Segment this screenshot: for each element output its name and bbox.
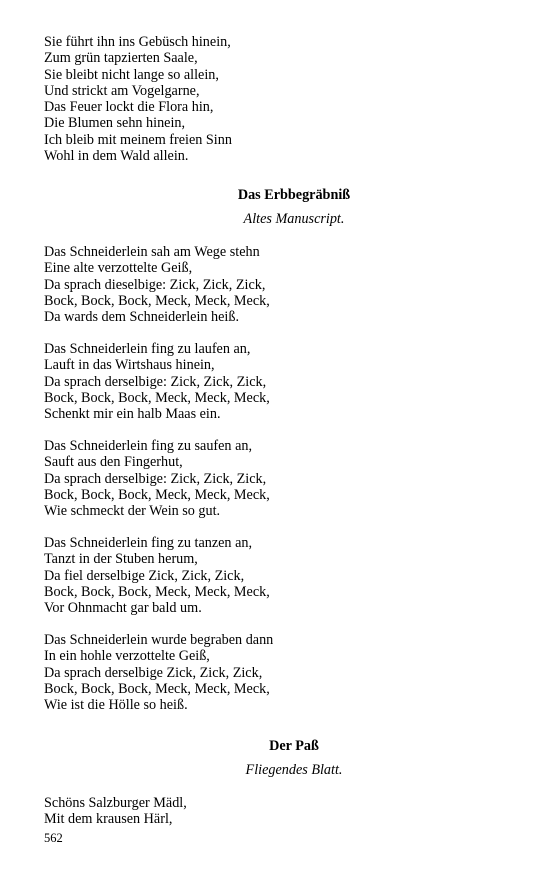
verse-line: Tanzt in der Stuben herum, (44, 551, 198, 568)
verse-line: Da sprach derselbige Zick, Zick, Zick, (44, 664, 263, 681)
verse-line: Sie führt ihn ins Gebüsch hinein, (44, 34, 231, 50)
stanza-5 (44, 632, 273, 713)
verse-line: Die Blumen sehn hinein, (44, 115, 186, 132)
verse-line: Da sprach dieselbige: Zick, Zick, Zick, (44, 276, 266, 293)
verse-line: Und strickt am Vogelgarne, (44, 82, 200, 99)
verse-line: Das Schneiderlein sah am Wege stehn (44, 244, 260, 260)
verse-line: Eine alte verzottelte Geiß, (44, 260, 193, 277)
intro-stanza (44, 34, 232, 164)
verse-line: Sie bleibt nicht lange so allein, (44, 66, 219, 83)
verse-line: Bock, Bock, Bock, Meck, Meck, Meck, (44, 389, 270, 406)
verse-line: Mit dem krausen Härl, (44, 811, 173, 828)
verse-line: Da sprach derselbige: Zick, Zick, Zick, (44, 470, 267, 487)
verse-line: Das Schneiderlein wurde begraben dann (44, 632, 274, 648)
verse-line: Zum grün tapzierten Saale, (44, 50, 198, 67)
verse-line: Wie ist die Hölle so heiß. (44, 697, 188, 713)
verse-line: Bock, Bock, Bock, Meck, Meck, Meck, (44, 583, 270, 600)
verse-line: Sauft aus den Fingerhut, (44, 454, 183, 471)
verse-line: Das Schneiderlein fing zu laufen an, (44, 341, 251, 357)
stanza-3 (44, 438, 270, 519)
verse-line: Ich bleib mit meinem freien Sinn (44, 131, 232, 148)
verse-line: Da sprach derselbige: Zick, Zick, Zick, (44, 373, 267, 390)
verse-line: In ein hohle verzottelte Geiß, (44, 648, 210, 665)
poem-subtitle: Fliegendes Blatt. (245, 762, 343, 778)
verse-line: Wohl in dem Wald allein. (44, 147, 189, 164)
verse-line: Schöns Salzburger Mädl, (44, 795, 187, 811)
verse-line: Wie schmeckt der Wein so gut. (44, 503, 221, 519)
verse-line: Schenkt mir ein halb Maas ein. (44, 406, 221, 422)
stanza-1 (44, 244, 270, 325)
verse-line: Das Schneiderlein fing zu tanzen an, (44, 535, 253, 551)
verse-line: Das Feuer lockt die Flora hin, (44, 99, 214, 115)
poem-title: Der Paß (269, 738, 319, 754)
verse-line: Bock, Bock, Bock, Meck, Meck, Meck, (44, 292, 270, 309)
poem-title: Das Erbbegräbniß (237, 187, 351, 203)
poem-subtitle: Altes Manuscript. (243, 211, 345, 227)
verse-line: Vor Ohnmacht gar bald um. (44, 600, 202, 616)
page-number: 562 (44, 831, 63, 845)
verse-line: Da wards dem Schneiderlein heiß. (44, 309, 240, 325)
verse-line: Bock, Bock, Bock, Meck, Meck, Meck, (44, 486, 270, 503)
verse-line: Das Schneiderlein fing zu saufen an, (44, 438, 253, 454)
verse-line: Lauft in das Wirtshaus hinein, (44, 357, 215, 374)
verse-line: Da fiel derselbige Zick, Zick, Zick, (44, 567, 245, 584)
stanza-4 (44, 535, 270, 616)
stanza-2 (44, 341, 270, 422)
verse-line: Bock, Bock, Bock, Meck, Meck, Meck, (44, 680, 270, 697)
stanza-1 (44, 795, 187, 828)
